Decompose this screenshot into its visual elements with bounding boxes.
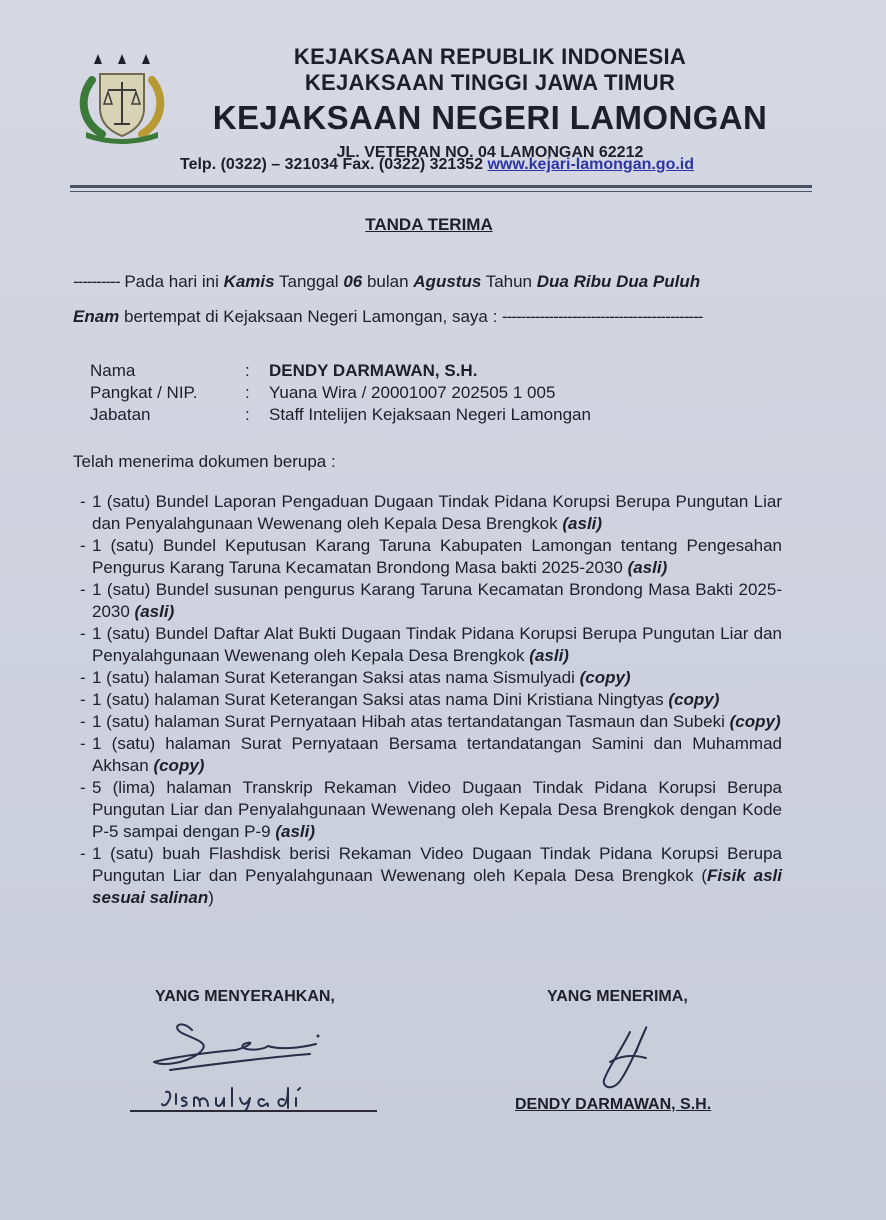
list-bullet: -: [80, 690, 86, 709]
intro-line-1: [73, 272, 789, 292]
header-line-1: KEJAKSAAN REPUBLIK INDONESIA: [293, 44, 687, 69]
field-row: [90, 404, 591, 426]
list-item-tag: (asli): [627, 558, 668, 577]
letterhead: [180, 44, 800, 164]
field-label: Jabatan: [90, 405, 151, 424]
receiver-label: YANG MENERIMA,: [547, 988, 688, 1005]
receiver-name: DENDY DARMAWAN, S.H.: [515, 1096, 712, 1113]
document-list: [80, 491, 782, 909]
list-item-text: 1 (satu) Bundel susunan pengurus Karang Taruna Kecamatan Brondong Masa Bakti 2025-2030: [92, 580, 782, 621]
list-item-tag: (asli): [529, 646, 569, 665]
list-item-tag: (copy): [668, 690, 720, 709]
list-bullet: -: [80, 734, 86, 753]
intro-dashes-start: ----------: [73, 272, 120, 291]
header-website-link[interactable]: www.kejari-lamongan.go.id: [487, 156, 695, 173]
list-item: [80, 843, 782, 909]
intro-year-end: Enam: [73, 307, 120, 326]
list-bullet: -: [80, 712, 86, 731]
list-item: [80, 711, 782, 733]
list-item-tag: (asli): [275, 822, 316, 841]
header-rule-thick: [70, 185, 812, 188]
intro-text: Tahun: [481, 272, 537, 291]
list-item-text: 1 (satu) halaman Surat Pernyataan Bersama tertandatangan Samini dan Muhammad Akhsan: [92, 734, 782, 775]
field-value-position: Staff Intelijen Kejaksaan Negeri Lamongan: [269, 405, 591, 424]
recipient-info: [90, 360, 591, 426]
document-title: TANDA TERIMA: [365, 215, 493, 234]
intro-day: Kamis: [223, 272, 275, 291]
field-separator: :: [245, 383, 250, 402]
intro-month: Agustus: [413, 272, 482, 291]
field-separator: :: [245, 361, 250, 380]
giver-signature: [140, 1010, 330, 1080]
list-bullet: -: [80, 624, 86, 643]
received-text: Telah menerima dokumen berupa :: [73, 452, 336, 471]
list-item-text: 1 (satu) buah Flashdisk berisi Rekaman Video Dugaan Tindak Pidana Korupsi Berupa Pungutan Liar dan Penyalahgunaan Wewenang oleh Kepala Desa Brengkok (: [92, 844, 782, 885]
giver-signature-line: [130, 1110, 377, 1112]
list-item: [80, 733, 782, 777]
intro-text: bulan: [362, 272, 414, 291]
header-address: JL. VETERAN NO. 04 LAMONGAN 62212: [336, 144, 644, 161]
giver-label: YANG MENYERAHKAN,: [155, 988, 335, 1005]
field-label: Pangkat / NIP.: [90, 383, 198, 402]
list-bullet: -: [80, 492, 86, 511]
list-item-tag: (copy): [579, 668, 631, 687]
list-bullet: -: [80, 844, 86, 863]
list-item-text: 1 (satu) halaman Surat Pernyataan Hibah atas tertandatangan Tasmaun dan Subeki: [92, 712, 730, 731]
list-item-text: 1 (satu) Bundel Keputusan Karang Taruna Kabupaten Lamongan tentang Pengesahan Pengurus Karang Taruna Kecamatan Brondong Masa bakti 2025-2030: [92, 536, 782, 577]
field-value-name: DENDY DARMAWAN, S.H.: [269, 361, 478, 380]
list-item-tag: (copy): [729, 712, 781, 731]
intro-year: Dua Ribu Dua Puluh: [536, 272, 701, 291]
list-item-tag: (asli): [134, 602, 175, 621]
field-label: Nama: [90, 361, 136, 380]
list-item-tag: (asli): [562, 514, 603, 533]
list-item-tail: ): [208, 888, 214, 907]
list-item: [80, 667, 782, 689]
list-item-tag: (copy): [153, 756, 205, 775]
intro-dashes-end: -------------------------------------------: [502, 307, 703, 326]
list-item: [80, 623, 782, 667]
field-value-rank: Yuana Wira / 20001007 202505 1 005: [269, 383, 556, 402]
field-separator: :: [245, 405, 250, 424]
giver-handwritten-name: [160, 1084, 310, 1112]
list-item-tag: Fisik asli sesuai salinan: [92, 866, 782, 907]
kejaksaan-emblem-icon: [72, 50, 172, 146]
field-row: [90, 382, 591, 404]
header-rule-thin: [70, 191, 812, 192]
header-line-3: KEJAKSAAN NEGERI LAMONGAN: [212, 99, 768, 136]
header-line-2: KEJAKSAAN TINGGI JAWA TIMUR: [304, 70, 676, 95]
list-item: [80, 777, 782, 843]
list-item: [80, 491, 782, 535]
list-item: [80, 535, 782, 579]
list-item-text: 1 (satu) halaman Surat Keterangan Saksi atas nama Sismulyadi: [92, 668, 580, 687]
list-bullet: -: [80, 668, 86, 687]
intro-text: Pada hari ini: [119, 272, 224, 291]
intro-text: Tanggal: [274, 272, 344, 291]
list-bullet: -: [80, 536, 86, 555]
intro-date: 06: [343, 272, 363, 291]
list-bullet: -: [80, 580, 86, 599]
header-contact: [180, 156, 820, 174]
list-item: [80, 579, 782, 623]
list-item-text: 5 (lima) halaman Transkrip Rekaman Video Dugaan Tindak Pidana Korupsi Berupa Pungutan Liar dan Penyalahgunaan Wewenang oleh Kepala Desa Brengkok dengan Kode P-5 sampai dengan P-9: [92, 778, 782, 841]
intro-text: bertempat di Kejaksaan Negeri Lamongan, saya :: [119, 307, 503, 326]
list-item-text: 1 (satu) halaman Surat Keterangan Saksi atas nama Dini Kristiana Ningtyas: [92, 690, 669, 709]
list-item-text: 1 (satu) Bundel Laporan Pengaduan Dugaan Tindak Pidana Korupsi Berupa Pungutan Liar dan Penyalahgunaan Wewenang oleh Kepala Desa Brengkok: [92, 492, 782, 533]
receiver-signature: [590, 1022, 670, 1098]
list-item-text: 1 (satu) Bundel Daftar Alat Bukti Dugaan Tindak Pidana Korupsi Berupa Pungutan Liar dan Penyalahgunaan Wewenang oleh Kepala Desa Brengkok: [92, 624, 782, 665]
list-item: [80, 689, 782, 711]
intro-line-2: [73, 307, 789, 327]
list-bullet: -: [80, 778, 86, 797]
header-phone: Telp. (0322) – 321034 Fax. (0322) 321352: [180, 156, 484, 173]
field-row: [90, 360, 591, 382]
